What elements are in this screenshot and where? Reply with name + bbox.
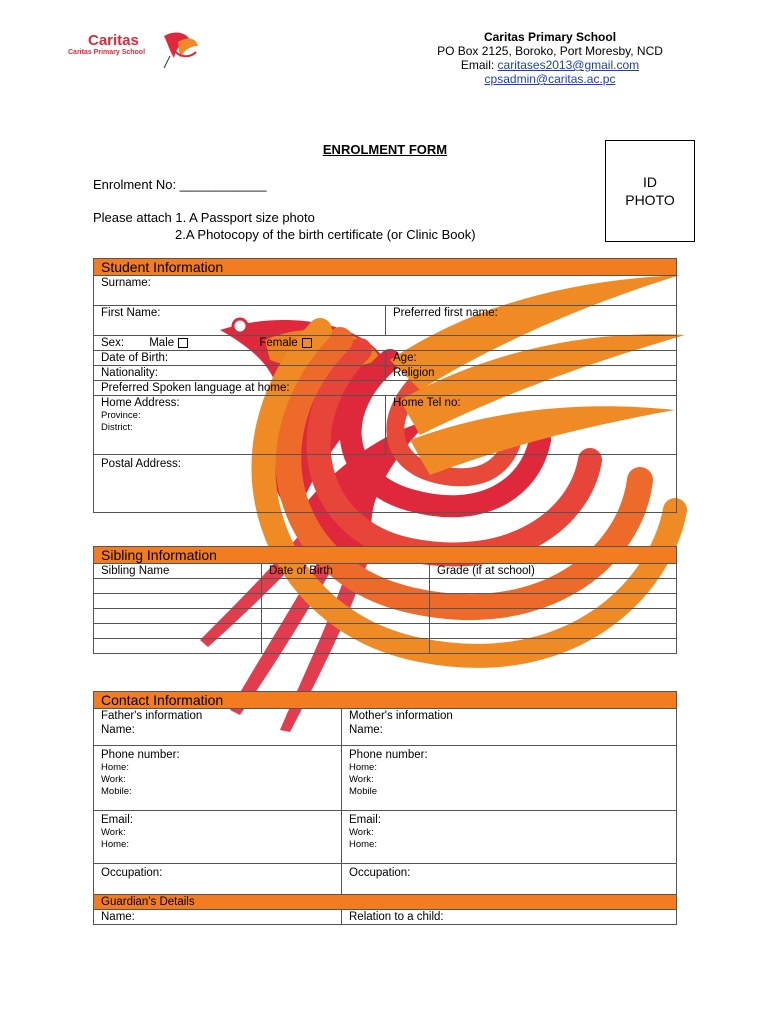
father-occupation-field[interactable]: Occupation: [94,864,342,895]
father-phone-label: Phone number: [101,749,180,761]
home-tel-field[interactable]: Home Tel no: [386,396,677,455]
postal-address-field[interactable]: Postal Address: [94,455,677,513]
table-row [94,624,677,639]
father-name-field[interactable] [94,709,342,746]
school-email-line [400,58,700,72]
mother-email-field[interactable] [342,811,677,864]
sibling-cell[interactable] [430,639,677,654]
table-row [94,639,677,654]
female-label: Female [259,337,298,349]
male-label: Male [149,337,175,349]
attach-line-2: 2.A Photocopy of the birth certificate (or Clinic Book) [175,227,476,242]
id-photo-box [605,140,695,242]
sibling-cell[interactable] [94,639,262,654]
dob-field[interactable]: Date of Birth: [94,351,386,366]
student-section-header: Student Information [94,259,677,276]
mother-email-work-label: Work: [349,827,374,838]
province-label: Province: [101,410,141,421]
guardian-section-header: Guardian's Details [94,895,677,910]
age-field[interactable]: Age: [386,351,677,366]
male-checkbox[interactable] [178,338,188,348]
father-email-home-label: Home: [101,839,129,850]
guardian-name-field[interactable]: Name: [94,910,342,925]
form-title: ENROLMENT FORM [322,142,448,157]
father-email-work-label: Work: [101,827,126,838]
mother-name-field[interactable] [342,709,677,746]
mother-occupation-field[interactable]: Occupation: [342,864,677,895]
sibling-cell[interactable] [262,624,430,639]
guardian-relation-field[interactable]: Relation to a child: [342,910,677,925]
enrolment-number[interactable]: Enrolment No: ____________ [93,177,267,192]
email-label: Email: [460,58,498,72]
mother-work-label: Work: [349,774,374,785]
father-email-label: Email: [101,814,133,826]
mother-phone-label: Phone number: [349,749,428,761]
first-name-field[interactable]: First Name: [94,306,386,336]
school-name: Caritas Primary School [483,30,617,44]
sibling-cell[interactable] [94,609,262,624]
sibling-cell[interactable] [94,594,262,609]
student-information-table [93,258,677,513]
father-info-label: Father's information [101,710,203,722]
contact-section-header: Contact Information [94,692,677,709]
mother-mobile-label: Mobile [349,786,377,797]
sibling-dob-header: Date of Birth [262,564,430,579]
email-link-2[interactable]: cpsadmin@caritas.ac.pc [484,72,616,86]
logo-name: Caritas [88,32,139,49]
sibling-section-header: Sibling Information [94,547,677,564]
sibling-information-table [93,546,677,654]
sibling-cell[interactable] [94,579,262,594]
sibling-cell[interactable] [430,579,677,594]
father-name-label: Name: [101,724,135,736]
mother-home-label: Home: [349,762,377,773]
id-photo-line2: PHOTO [625,192,675,208]
contact-information-table [93,691,677,925]
language-field[interactable]: Preferred Spoken language at home: [94,381,677,396]
father-home-label: Home: [101,762,129,773]
preferred-first-name-field[interactable]: Preferred first name: [386,306,677,336]
mother-email-label: Email: [349,814,381,826]
id-photo-line1: ID [643,174,657,190]
table-row [94,609,677,624]
sibling-cell[interactable] [262,594,430,609]
mother-info-label: Mother's information [349,710,453,722]
school-address: PO Box 2125, Boroko, Port Moresby, NCD [437,44,663,58]
logo-bird-icon [160,28,200,70]
female-checkbox[interactable] [302,338,312,348]
home-address-label: Home Address: [101,397,180,409]
table-row [94,579,677,594]
father-work-label: Work: [101,774,126,785]
sex-label: Sex: [101,337,125,349]
nationality-field[interactable]: Nationality: [94,366,386,381]
sibling-cell[interactable] [262,639,430,654]
sibling-cell[interactable] [94,624,262,639]
mother-email-home-label: Home: [349,839,377,850]
sibling-grade-header: Grade (if at school) [430,564,677,579]
sibling-cell[interactable] [430,594,677,609]
mother-name-label: Name: [349,724,383,736]
email-link-1[interactable]: caritases2013@gmail.com [497,58,640,72]
school-info [400,30,700,86]
father-mobile-label: Mobile: [101,786,132,797]
sibling-cell[interactable] [262,609,430,624]
mother-phone-field[interactable] [342,746,677,811]
attach-line-1: Please attach 1. A Passport size photo [93,210,315,225]
sibling-cell[interactable] [430,624,677,639]
religion-field[interactable]: Religion [386,366,677,381]
sex-row [94,336,677,351]
sibling-name-header: Sibling Name [94,564,262,579]
caritas-logo [60,28,200,73]
logo-subtitle: Caritas Primary School [68,49,146,56]
district-label: District: [101,422,133,433]
surname-field[interactable]: Surname: [94,276,677,306]
father-phone-field[interactable] [94,746,342,811]
sibling-cell[interactable] [430,609,677,624]
home-address-field[interactable] [94,396,386,455]
sibling-cell[interactable] [262,579,430,594]
father-email-field[interactable] [94,811,342,864]
table-row [94,594,677,609]
